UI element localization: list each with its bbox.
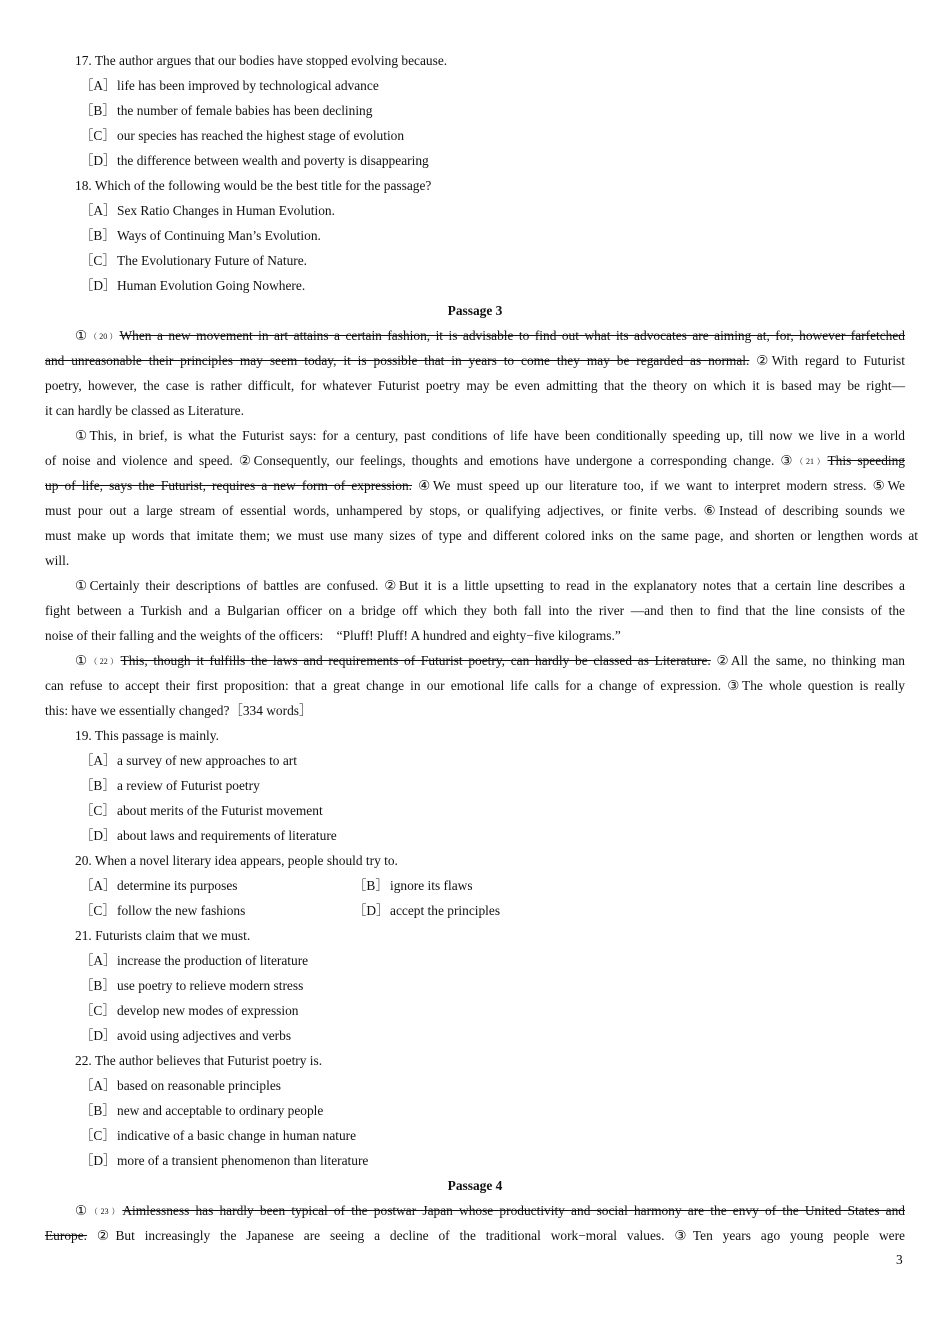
q18-stem: 18. Which of the following would be the best title for the passage? <box>75 178 432 193</box>
q17-option-d: ［D］the difference between wealth and poverty is disappearing <box>80 153 429 168</box>
passage3-p3-line3: noise of their falling and the weights of the officers: “Pluff! Pluff! A hundred and eighty−five kilograms.” <box>45 628 621 643</box>
q17-option-c: ［C］our species has reached the highest stage of evolution <box>80 128 405 143</box>
q20-option-a: ［A］determine its purposes <box>80 878 238 893</box>
passage4-heading: Passage 4 <box>447 1178 503 1193</box>
q18-option-d: ［D］Human Evolution Going Nowhere. <box>80 278 306 293</box>
q18-option-c: ［C］The Evolutionary Future of Nature. <box>80 253 308 268</box>
passage4-line2: Europe. ②But increasingly the Japanese are seeing a decline of the traditional work−moral values. ③Ten years ago young people were <box>45 1228 905 1243</box>
passage3-p2-line1: ①This, in brief, is what the Futurist says: for a century, past conditions of life have been conditionally speeding up, till now we live in a world <box>75 428 905 443</box>
q17-option-a: ［A］life has been improved by technological advance <box>80 78 379 93</box>
q20-option-d: ［D］accept the principles <box>353 903 501 918</box>
q21-option-d: ［D］avoid using adjectives and verbs <box>80 1028 292 1043</box>
passage3-p3-line1: ①Certainly their descriptions of battles are confused. ②But it is a little upsetting to read in the explanatory notes that a certain line describes a <box>75 578 905 593</box>
q17-option-b: ［B］the number of female babies has been declining <box>80 103 373 118</box>
passage3-p4-line2: can refuse to accept their first proposition: that a great change in our emotional life calls for a change of expression. ③The whole question is really <box>45 678 905 693</box>
passage3-heading: Passage 3 <box>447 303 503 318</box>
q22-option-c: ［C］indicative of a basic change in human nature <box>80 1128 357 1143</box>
passage3-p3-line2: fight between a Turkish and a Bulgarian officer on a bridge off which they both fall into the river —and then to find that the line consists of the <box>45 603 905 618</box>
passage3-p1-line3: poetry, however, the case is rather difficult, for whatever Futurist poetry may be even admitting that the theory on which it is based may be right— <box>45 378 905 393</box>
passage4-line1: ①（23）Aimlessness has hardly been typical of the postwar Japan whose productivity and social harmony are the envy of the United States and <box>75 1203 905 1218</box>
q22-option-a: ［A］based on reasonable principles <box>80 1078 281 1093</box>
page-number: 3 <box>896 1252 903 1267</box>
passage3-p1-line2: and unreasonable their principles may seem today, it is possible that in years to come they may be regarded as normal. ②With regard to Futurist <box>45 353 905 368</box>
q20-stem: 20. When a novel literary idea appears, people should try to. <box>75 853 398 868</box>
q17-stem: 17. The author argues that our bodies have stopped evolving because. <box>75 53 448 68</box>
q21-option-b: ［B］use poetry to relieve modern stress <box>80 978 304 993</box>
q19-option-a: ［A］a survey of new approaches to art <box>80 753 297 768</box>
passage3-p2-line2: of noise and violence and speed. ②Consequently, our feelings, thoughts and emotions have undergone a corresponding change. ③（21）This speeding <box>45 453 905 468</box>
q18-option-b: ［B］Ways of Continuing Man’s Evolution. <box>80 228 321 243</box>
passage3-p1-line1: ①（20）When a new movement in art attains a certain fashion, it is advisable to find out what its advocates are aiming at, for, however farfetched <box>75 328 906 343</box>
q22-option-d: ［D］more of a transient phenomenon than literature <box>80 1153 369 1168</box>
passage3-p4-line1: ①（22）This, though it fulfills the laws and requirements of Futurist poetry, can hardly be classed as Literature. ②All the same, no thinking man <box>75 653 905 668</box>
passage3-p1-line4: it can hardly be classed as Literature. <box>45 403 244 418</box>
q22-stem: 22. The author believes that Futurist poetry is. <box>75 1053 323 1068</box>
q20-option-c: ［C］follow the new fashions <box>80 903 246 918</box>
q21-stem: 21. Futurists claim that we must. <box>75 928 251 943</box>
q19-option-c: ［C］about merits of the Futurist movement <box>80 803 323 818</box>
q21-option-a: ［A］increase the production of literature <box>80 953 309 968</box>
passage3-p2-line3: up of life, says the Futurist, requires a new form of expression. ④We must speed up our literature too, if we want to interpret modern stress. ⑤We <box>45 478 905 493</box>
q21-option-c: ［C］develop new modes of expression <box>80 1003 299 1018</box>
q19-stem: 19. This passage is mainly. <box>75 728 219 743</box>
passage3-p2-line4: must pour out a large stream of essential words, unhampered by stops, or qualifying adjectives, or finite verbs. ⑥Instead of describing sounds we <box>45 503 905 518</box>
passage3-p4-line3: this: have we essentially changed?［334 words］ <box>45 703 313 718</box>
q19-option-d: ［D］about laws and requirements of literature <box>80 828 337 843</box>
q20-option-b: ［B］ignore its flaws <box>353 878 473 893</box>
q19-option-b: ［B］a review of Futurist poetry <box>80 778 260 793</box>
q18-option-a: ［A］Sex Ratio Changes in Human Evolution. <box>80 203 335 218</box>
passage3-p2-line5: must make up words that imitate them; we must use many sizes of type and different colored inks on the same page, and shorten or lengthen words at <box>45 528 918 543</box>
passage3-p2-line6: will. <box>45 553 70 568</box>
q22-option-b: ［B］new and acceptable to ordinary people <box>80 1103 324 1118</box>
